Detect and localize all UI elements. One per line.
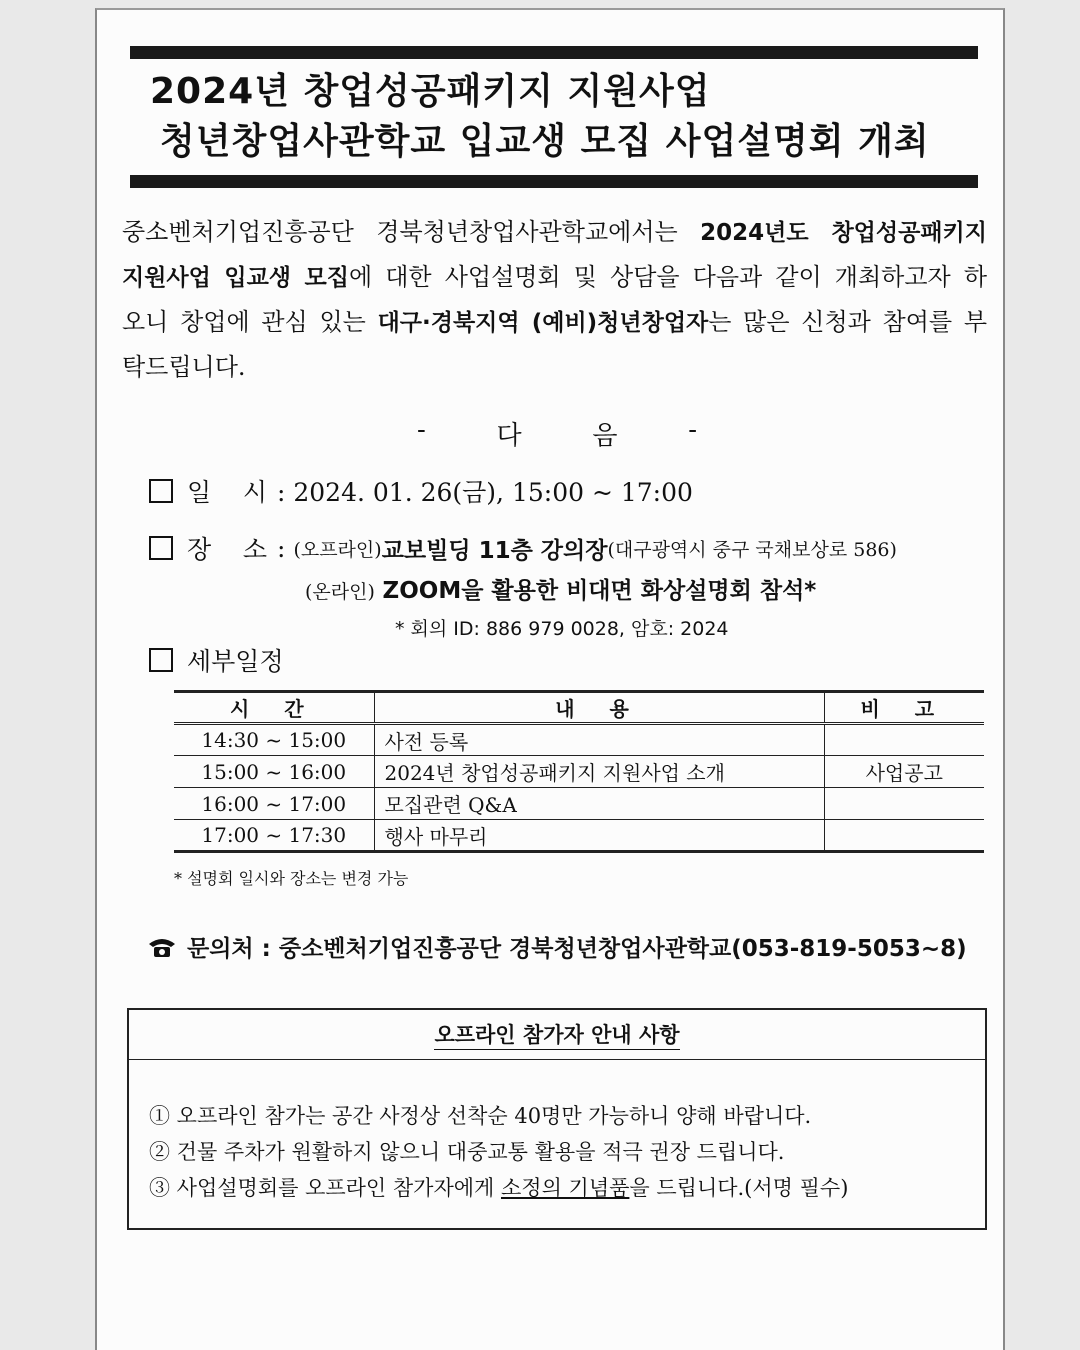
datetime-label-char-1: 일 xyxy=(187,478,212,507)
title-line-2: 청년창업사관학교 입교생 모집 사업설명회 개최 xyxy=(160,121,930,162)
phone-icon xyxy=(147,935,177,959)
contact-text: 문의처 : 중소벤처기업진흥공단 경북청년창업사관학교(053-819-5053~8) xyxy=(187,936,967,962)
next-heading-dash-left: - xyxy=(417,415,426,445)
row-note: 사업공고 xyxy=(824,756,984,788)
schedule-label: 세부일정 xyxy=(187,647,284,676)
list-item xyxy=(149,1170,985,1206)
row-note xyxy=(824,724,984,756)
datetime-label-char-2: 시 xyxy=(242,478,267,507)
notice-title-text: 오프라인 참가자 안내 사항 xyxy=(434,1019,679,1050)
notice-list xyxy=(129,1060,985,1206)
notice-item-3-post: 을 드립니다.(서명 필수) xyxy=(629,1176,849,1200)
schedule-header-row xyxy=(174,692,984,724)
venue-offline-place: 교보빌딩 11층 강의장 xyxy=(381,537,608,564)
next-heading xyxy=(417,415,697,452)
notice-box xyxy=(127,1008,987,1230)
contact-line xyxy=(147,930,967,963)
row-time: 14:30 ~ 15:00 xyxy=(174,724,374,756)
datetime-checkbox xyxy=(149,479,173,503)
notice-item-3-pre: ③ 사업설명회를 오프라인 참가자에게 xyxy=(149,1176,501,1200)
row-content: 행사 마무리 xyxy=(374,820,824,852)
intro-text-2: 에 대한 사업설명회 및 상담을 다음과 같이 개최하고자 하오니 창업에 관심 있는 xyxy=(122,263,987,336)
row-time: 17:00 ~ 17:30 xyxy=(174,820,374,852)
datetime-row xyxy=(149,473,693,509)
intro-bold-2: 대구·경북지역 (예비)청년창업자 xyxy=(377,310,709,336)
next-heading-char-2: 음 xyxy=(592,421,618,451)
row-time: 15:00 ~ 16:00 xyxy=(174,756,374,788)
venue-offline-address: (대구광역시 중구 국채보상로 586) xyxy=(607,538,897,561)
title-top-bar xyxy=(130,46,978,59)
row-content: 사전 등록 xyxy=(374,724,824,756)
schedule-checkbox xyxy=(149,648,173,672)
table-row xyxy=(174,820,984,852)
header-note: 비 고 xyxy=(824,692,984,724)
document-page xyxy=(95,8,1005,1350)
venue-label-char-1: 장 xyxy=(187,535,212,564)
venue-checkbox xyxy=(149,536,173,560)
row-content: 모집관련 Q&A xyxy=(374,788,824,820)
table-row xyxy=(174,756,984,788)
row-time: 16:00 ~ 17:00 xyxy=(174,788,374,820)
intro-text-1: 중소벤처기업진흥공단 경북청년창업사관학교에서는 xyxy=(122,218,701,246)
intro-paragraph xyxy=(122,210,987,389)
meeting-info: * 회의 ID: 886 979 0028, 암호: 2024 xyxy=(395,618,729,640)
venue-online-line xyxy=(305,572,816,605)
venue-offline-prefix: (오프라인) xyxy=(293,538,382,561)
datetime-label xyxy=(187,473,267,509)
venue-row xyxy=(149,530,897,566)
datetime-value: : 2024. 01. 26(금), 15:00 ~ 17:00 xyxy=(277,478,693,507)
header-content: 내 용 xyxy=(374,692,824,724)
next-heading-dash-right: - xyxy=(688,415,697,445)
schedule-table xyxy=(174,690,984,853)
next-heading-char-1: 다 xyxy=(496,421,522,451)
schedule-row xyxy=(149,642,284,678)
schedule-footnote: * 설명회 일시와 장소는 변경 가능 xyxy=(174,869,409,888)
list-item: ② 건물 주차가 원활하지 않으니 대중교통 활용을 적극 권장 드립니다. xyxy=(149,1140,785,1164)
table-row xyxy=(174,788,984,820)
list-item: ① 오프라인 참가는 공간 사정상 선착순 40명만 가능하니 양해 바랍니다. xyxy=(149,1104,812,1128)
row-note xyxy=(824,788,984,820)
notice-title xyxy=(129,1010,985,1060)
intro-bold-1: 2024년도 창업성공패키지 지원사업 입교생 모집 xyxy=(122,220,987,291)
intro-text-3: 는 많은 신청과 참여를 부탁드립니다. xyxy=(122,308,988,381)
venue-label-char-2: 소 xyxy=(242,535,267,564)
title-banner xyxy=(130,46,978,188)
venue-colon: : xyxy=(277,533,286,563)
venue-online-text: ZOOM을 활용한 비대면 화상설명회 참석* xyxy=(382,578,817,604)
notice-item-3-underline: 소정의 기념품 xyxy=(501,1176,630,1200)
title-line-1: 2024년 창업성공패키지 지원사업 xyxy=(150,71,711,112)
row-content: 2024년 창업성공패키지 지원사업 소개 xyxy=(374,756,824,788)
table-row xyxy=(174,724,984,756)
header-time: 시 간 xyxy=(174,692,374,724)
row-note xyxy=(824,820,984,852)
venue-online-prefix: (온라인) xyxy=(305,581,375,603)
title-bottom-bar xyxy=(130,175,978,188)
venue-label xyxy=(187,530,267,566)
